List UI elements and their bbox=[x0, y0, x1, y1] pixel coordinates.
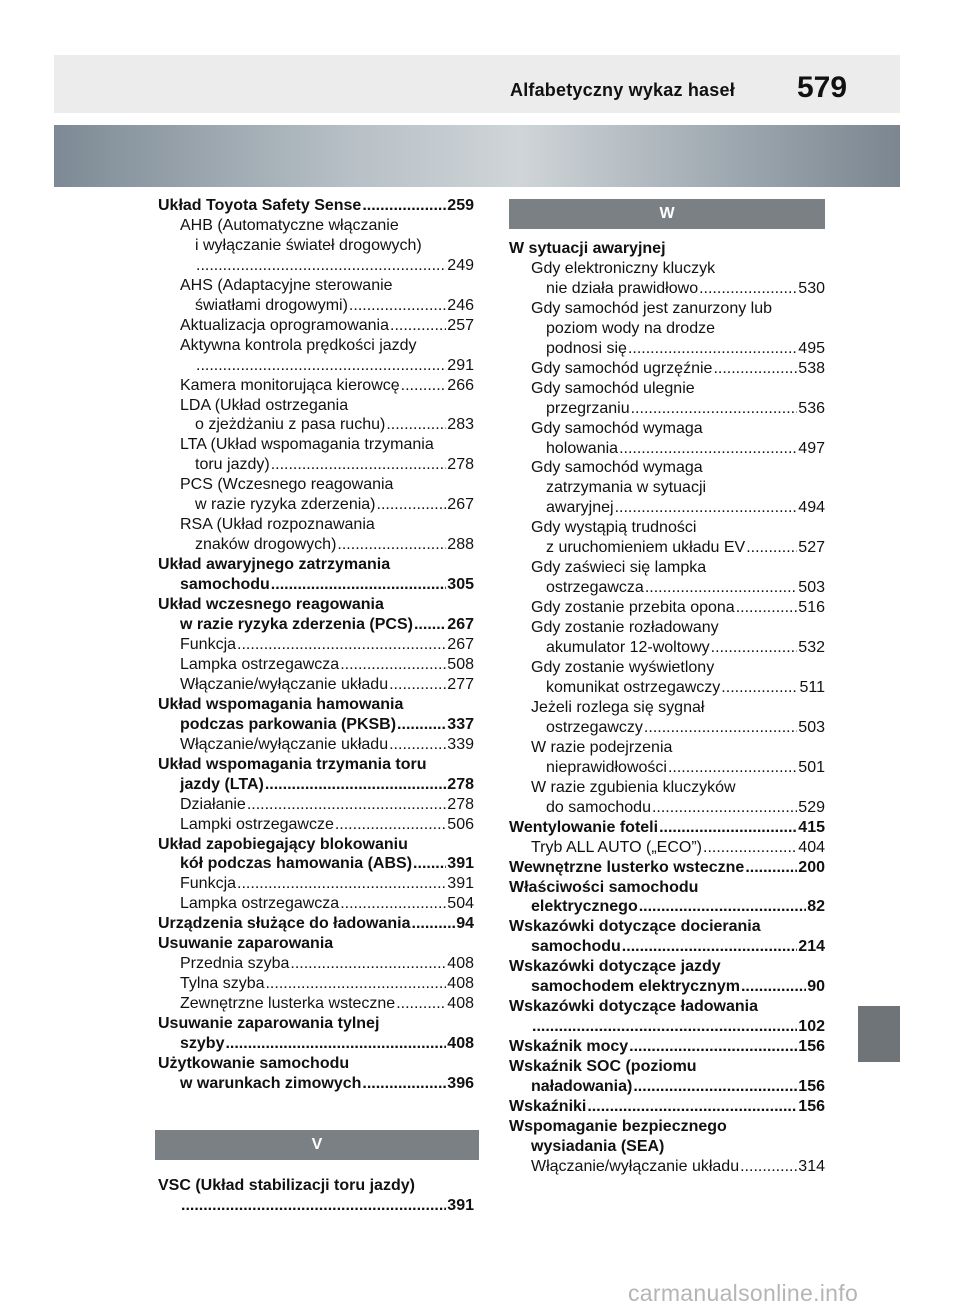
page-reference: 415 bbox=[798, 818, 825, 836]
index-subentry bbox=[158, 775, 474, 795]
dot-leader bbox=[587, 1097, 797, 1117]
index-subentry: PCS (Wczesnego reagowania bbox=[180, 476, 394, 494]
entry-label: Lampka ostrzegawcza bbox=[180, 655, 340, 673]
index-subentry bbox=[509, 339, 825, 359]
page-reference: 497 bbox=[798, 439, 825, 457]
index-subentry bbox=[158, 954, 474, 974]
index-entry bbox=[158, 914, 474, 934]
entry-label: Aktualizacja oprogramowania bbox=[180, 316, 389, 334]
index-subentry bbox=[509, 598, 825, 618]
section-letter-header: W bbox=[509, 199, 825, 229]
index-subentry bbox=[158, 495, 474, 515]
dot-leader bbox=[645, 578, 797, 598]
index-subentry: W razie zgubienia kluczyków bbox=[531, 778, 736, 796]
index-subentry: zatrzymania w sytuacji bbox=[546, 479, 707, 497]
index-subentry: i wyłączanie świateł drogowych) bbox=[195, 236, 422, 254]
page-reference: 278 bbox=[447, 775, 474, 793]
page-reference: 257 bbox=[447, 316, 474, 334]
index-subentry: Gdy elektroniczny kluczyk bbox=[531, 259, 716, 277]
entry-label: Układ Toyota Safety Sense bbox=[158, 197, 362, 214]
entry-label: Wentylowanie foteli bbox=[509, 818, 659, 836]
dot-leader bbox=[631, 399, 798, 419]
page-reference: 102 bbox=[798, 1018, 825, 1036]
dot-leader bbox=[532, 1017, 797, 1037]
page-reference: 278 bbox=[447, 795, 474, 813]
index-subentry bbox=[158, 635, 474, 655]
dot-leader bbox=[397, 715, 446, 735]
index-subentry bbox=[158, 854, 474, 874]
dot-leader bbox=[237, 874, 446, 894]
page-reference: 246 bbox=[447, 296, 474, 314]
index-subentry: Jeżeli rozlega się sygnał bbox=[531, 698, 705, 716]
index-entry: Układ wczesnego reagowania bbox=[158, 596, 384, 614]
index-subentry: Gdy wystąpią trudności bbox=[531, 519, 697, 537]
index-subentry bbox=[509, 1017, 825, 1037]
page-reference: 259 bbox=[447, 197, 474, 214]
index-subentry bbox=[509, 838, 825, 858]
index-subentry: Gdy zaświeci się lampka bbox=[531, 559, 707, 577]
index-subentry: AHS (Adaptacyjne sterowanie bbox=[180, 276, 393, 294]
dot-leader bbox=[225, 1034, 446, 1054]
entry-label: Wewnętrzne lusterko wsteczne bbox=[509, 858, 745, 876]
index-subentry bbox=[158, 455, 474, 475]
dot-leader bbox=[615, 498, 798, 518]
page-reference: 249 bbox=[447, 256, 474, 274]
decorative-banner bbox=[54, 125, 900, 187]
entry-label: ostrzegawcza bbox=[546, 579, 644, 597]
dot-leader bbox=[628, 339, 797, 359]
page-reference: 404 bbox=[798, 838, 825, 856]
dot-leader bbox=[633, 1077, 797, 1097]
entry-label: o zjeżdżaniu z pasa ruchu) bbox=[195, 416, 386, 434]
index-subentry bbox=[158, 735, 474, 755]
page-reference: 408 bbox=[447, 955, 474, 973]
page-reference: 506 bbox=[447, 815, 474, 833]
index-subentry bbox=[509, 399, 825, 419]
entry-label: podczas parkowania (PKSB) bbox=[180, 715, 397, 733]
index-subentry: RSA (Układ rozpoznawania bbox=[180, 516, 375, 534]
index-subentry: wysiadania (SEA) bbox=[531, 1137, 665, 1155]
index-subentry: Gdy zostanie wyświetlony bbox=[531, 659, 715, 677]
index-entry bbox=[509, 1097, 825, 1117]
dot-leader bbox=[362, 196, 446, 216]
entry-label: z uruchomieniem układu EV bbox=[546, 539, 746, 557]
page-reference: 291 bbox=[447, 356, 474, 374]
entry-label: samochodu bbox=[531, 938, 621, 956]
entry-label: znaków drogowych) bbox=[195, 536, 337, 554]
page-reference: 503 bbox=[798, 579, 825, 597]
index-subentry bbox=[509, 439, 825, 459]
entry-label: holowania bbox=[546, 439, 619, 457]
index-column-right bbox=[509, 196, 825, 1177]
index-subentry: LDA (Układ ostrzegania bbox=[180, 396, 349, 414]
entry-label: ostrzegawczy bbox=[546, 718, 643, 736]
index-subentry bbox=[509, 937, 825, 957]
entry-label: naładowania) bbox=[531, 1078, 633, 1096]
header-band bbox=[54, 55, 900, 113]
index-entry: Usuwanie zaparowania bbox=[158, 935, 334, 953]
index-subentry: AHB (Automatyczne włączanie bbox=[180, 216, 399, 234]
page-reference: 278 bbox=[447, 456, 474, 474]
page-reference: 503 bbox=[798, 718, 825, 736]
index-subentry bbox=[158, 296, 474, 316]
entry-label: Urządzenia służące do ładowania bbox=[158, 915, 411, 933]
entry-label: Wskaźnik mocy bbox=[509, 1038, 629, 1056]
entry-label: Gdy zostanie przebita opona bbox=[531, 599, 735, 617]
dot-leader bbox=[237, 635, 446, 655]
entry-label: Przednia szyba bbox=[180, 955, 290, 973]
dot-leader bbox=[265, 775, 446, 795]
index-subentry: Gdy samochód jest zanurzony lub bbox=[531, 299, 773, 317]
index-entry: Usuwanie zaparowania tylnej bbox=[158, 1015, 380, 1033]
dot-leader bbox=[713, 359, 797, 379]
index-subentry bbox=[509, 1077, 825, 1097]
index-subentry: Gdy zostanie rozładowany bbox=[531, 619, 719, 637]
index-subentry bbox=[509, 758, 825, 778]
page-reference: 391 bbox=[447, 875, 474, 893]
index-entry: Wskazówki dotyczące ładowania bbox=[509, 998, 758, 1016]
page-number: 579 bbox=[797, 71, 848, 104]
entry-label: w razie ryzyka zderzenia) bbox=[195, 496, 376, 514]
index-entry: W sytuacji awaryjnej bbox=[509, 240, 666, 257]
page-reference: 200 bbox=[798, 858, 825, 876]
index-subentry: poziom wody na drodze bbox=[546, 319, 715, 337]
index-entry: VSC (Układ stabilizacji toru jazdy) bbox=[158, 1176, 415, 1194]
index-entry: Wskaźnik SOC (poziomu bbox=[509, 1058, 697, 1076]
page-reference: 267 bbox=[447, 635, 474, 653]
entry-label: Tryb ALL AUTO („ECO”) bbox=[531, 838, 702, 856]
dot-leader bbox=[181, 1196, 446, 1216]
dot-leader bbox=[396, 994, 446, 1014]
page-reference: 277 bbox=[447, 675, 474, 693]
index-subentry bbox=[158, 675, 474, 695]
page-reference: 494 bbox=[798, 499, 825, 517]
entry-label: nieprawidłowości bbox=[546, 758, 667, 776]
page-reference: 283 bbox=[447, 416, 474, 434]
page-reference: 156 bbox=[798, 1078, 825, 1096]
entry-label: Funkcja bbox=[180, 875, 237, 893]
section-tab-marker bbox=[858, 1006, 900, 1062]
index-entry bbox=[509, 818, 825, 838]
index-subentry bbox=[158, 874, 474, 894]
dot-leader bbox=[390, 316, 446, 336]
index-entry bbox=[509, 1037, 825, 1057]
page-reference: 538 bbox=[798, 359, 825, 377]
index-subentry bbox=[509, 718, 825, 738]
index-subentry: W razie podejrzenia bbox=[531, 738, 673, 756]
index-subentry bbox=[509, 578, 825, 598]
index-column-left bbox=[158, 196, 474, 1216]
dot-leader bbox=[290, 954, 446, 974]
index-entry: Użytkowanie samochodu bbox=[158, 1054, 350, 1072]
page-reference: 408 bbox=[447, 1035, 474, 1053]
dot-leader bbox=[412, 914, 456, 934]
page-reference: 511 bbox=[799, 678, 825, 696]
page-reference: 288 bbox=[447, 536, 474, 554]
index-subentry: LTA (Układ wspomagania trzymania bbox=[180, 436, 434, 454]
entry-label: do samochodu bbox=[546, 798, 651, 816]
index-entry: Właściwości samochodu bbox=[509, 878, 699, 896]
entry-label: podnosi się bbox=[546, 339, 627, 357]
dot-leader bbox=[340, 655, 446, 675]
index-entry: Układ zapobiegający blokowaniu bbox=[158, 835, 408, 853]
dot-leader bbox=[196, 356, 446, 376]
entry-label: komunikat ostrzegawczy bbox=[546, 678, 721, 696]
dot-leader bbox=[401, 376, 447, 396]
index-subentry bbox=[158, 1074, 474, 1094]
dot-leader bbox=[644, 718, 797, 738]
entry-label: samochodem elektrycznym bbox=[531, 978, 740, 996]
index-subentry bbox=[158, 535, 474, 555]
entry-label: w warunkach zimowych bbox=[180, 1074, 362, 1092]
entry-label: Włączanie/wyłączanie układu bbox=[531, 1157, 740, 1175]
index-subentry bbox=[158, 974, 474, 994]
dot-leader bbox=[349, 296, 446, 316]
dot-leader bbox=[745, 858, 797, 878]
index-subentry bbox=[509, 977, 825, 997]
entry-label: Lampka ostrzegawcza bbox=[180, 895, 340, 913]
index-subentry bbox=[509, 498, 825, 518]
dot-leader bbox=[699, 279, 797, 299]
page-reference: 156 bbox=[798, 1097, 825, 1115]
dot-leader bbox=[196, 256, 446, 276]
page-reference: 495 bbox=[798, 339, 825, 357]
dot-leader bbox=[652, 798, 797, 818]
dot-leader bbox=[703, 838, 797, 858]
entry-label: szyby bbox=[180, 1035, 225, 1053]
entry-label: Tylna szyba bbox=[180, 975, 265, 993]
index-subentry bbox=[509, 798, 825, 818]
dot-leader bbox=[271, 455, 447, 475]
page-reference: 156 bbox=[798, 1038, 825, 1056]
page-reference: 305 bbox=[447, 576, 474, 594]
entry-label: awaryjnej bbox=[546, 499, 614, 517]
index-subentry bbox=[158, 376, 474, 396]
page-reference: 314 bbox=[798, 1157, 825, 1175]
dot-leader bbox=[619, 439, 797, 459]
dot-leader bbox=[414, 615, 446, 635]
index-entry: Układ wspomagania hamowania bbox=[158, 695, 404, 713]
page-reference: 536 bbox=[798, 399, 825, 417]
page-reference: 90 bbox=[807, 978, 825, 996]
index-subentry bbox=[158, 316, 474, 336]
entry-label: przegrzaniu bbox=[546, 399, 630, 417]
index-subentry bbox=[158, 415, 474, 435]
index-entry: Układ awaryjnego zatrzymania bbox=[158, 556, 391, 574]
index-subentry: Gdy samochód ulegnie bbox=[531, 379, 695, 397]
index-subentry bbox=[509, 638, 825, 658]
index-subentry bbox=[158, 256, 474, 276]
index-subentry bbox=[158, 795, 474, 815]
page-reference: 337 bbox=[447, 715, 474, 733]
entry-label: samochodu bbox=[180, 576, 270, 594]
page-reference: 527 bbox=[798, 539, 825, 557]
page-reference: 508 bbox=[447, 655, 474, 673]
index-entry: Wskazówki dotyczące docierania bbox=[509, 918, 761, 936]
section-letter-header: V bbox=[155, 1130, 479, 1160]
index-subentry bbox=[158, 655, 474, 675]
page-reference: 504 bbox=[447, 895, 474, 913]
index-subentry bbox=[509, 279, 825, 299]
page-title: Alfabetyczny wykaz haseł bbox=[510, 80, 735, 100]
page-reference: 530 bbox=[798, 279, 825, 297]
dot-leader bbox=[247, 795, 446, 815]
entry-label: elektrycznego bbox=[531, 898, 638, 916]
dot-leader bbox=[362, 1074, 446, 1094]
dot-leader bbox=[741, 977, 806, 997]
entry-label: Włączanie/wyłączanie układu bbox=[180, 675, 389, 693]
dot-leader bbox=[335, 815, 446, 835]
dot-leader bbox=[389, 735, 446, 755]
entry-label: światłami drogowymi) bbox=[195, 296, 348, 314]
index-subentry bbox=[158, 894, 474, 914]
entry-label: Włączanie/wyłączanie układu bbox=[180, 735, 389, 753]
page-reference: 267 bbox=[447, 616, 474, 634]
index-subentry bbox=[158, 994, 474, 1014]
dot-leader bbox=[265, 974, 446, 994]
dot-leader bbox=[340, 894, 446, 914]
page-reference: 82 bbox=[807, 898, 825, 916]
index-subentry bbox=[509, 359, 825, 379]
entry-label: Lampki ostrzegawcze bbox=[180, 815, 334, 833]
dot-leader bbox=[721, 678, 798, 698]
entry-label: Funkcja bbox=[180, 635, 237, 653]
page-reference: 267 bbox=[447, 496, 474, 514]
index-entry: Wskazówki dotyczące jazdy bbox=[509, 958, 721, 976]
entry-label: nie działa prawidłowo bbox=[546, 279, 699, 297]
entry-label: Wskaźniki bbox=[509, 1097, 587, 1115]
dot-leader bbox=[337, 535, 446, 555]
page-reference: 214 bbox=[798, 938, 825, 956]
entry-label: Kamera monitorująca kierowcę bbox=[180, 376, 400, 394]
dot-leader bbox=[736, 598, 798, 618]
index-subentry bbox=[158, 815, 474, 835]
dot-leader bbox=[386, 415, 446, 435]
page-reference: 339 bbox=[447, 735, 474, 753]
dot-leader bbox=[389, 675, 446, 695]
entry-label: Gdy samochód ugrzęźnie bbox=[531, 359, 713, 377]
index-subentry bbox=[509, 538, 825, 558]
dot-leader bbox=[271, 575, 447, 595]
entry-label: akumulator 12-woltowy bbox=[546, 639, 710, 657]
dot-leader bbox=[629, 1037, 797, 1057]
index-subentry bbox=[509, 897, 825, 917]
page-reference: 396 bbox=[447, 1074, 474, 1092]
index-entry: Układ wspomagania trzymania toru bbox=[158, 755, 427, 773]
index-subentry bbox=[158, 356, 474, 376]
index-subentry bbox=[158, 715, 474, 735]
page-reference: 408 bbox=[447, 995, 474, 1013]
entry-label: Działanie bbox=[180, 795, 246, 813]
index-subentry bbox=[158, 615, 474, 635]
page-reference: 516 bbox=[798, 599, 825, 617]
entry-label: kół podczas hamowania (ABS) bbox=[180, 855, 413, 873]
dot-leader bbox=[639, 897, 806, 917]
page-reference: 391 bbox=[447, 855, 474, 873]
index-entry: Wspomaganie bezpiecznego bbox=[509, 1117, 727, 1135]
page-reference: 532 bbox=[798, 639, 825, 657]
dot-leader bbox=[377, 495, 447, 515]
page-reference: 501 bbox=[798, 758, 825, 776]
index-subentry bbox=[509, 678, 825, 698]
index-subentry bbox=[509, 1157, 825, 1177]
page-reference: 391 bbox=[447, 1196, 474, 1214]
index-entry bbox=[509, 858, 825, 878]
index-subentry: Gdy samochód wymaga bbox=[531, 419, 703, 437]
index-subentry bbox=[158, 1196, 474, 1216]
dot-leader bbox=[746, 538, 797, 558]
dot-leader bbox=[413, 854, 446, 874]
dot-leader bbox=[711, 638, 798, 658]
entry-label: toru jazdy) bbox=[195, 456, 270, 474]
watermark-text: carmanualsonline.info bbox=[628, 1280, 859, 1306]
page-reference: 408 bbox=[447, 975, 474, 993]
dot-leader bbox=[668, 758, 797, 778]
page-reference: 266 bbox=[447, 376, 474, 394]
page-reference: 529 bbox=[798, 798, 825, 816]
entry-label: Zewnętrzne lusterka wsteczne bbox=[180, 995, 396, 1013]
dot-leader bbox=[659, 818, 797, 838]
entry-label: jazdy (LTA) bbox=[180, 775, 264, 793]
page-reference: 94 bbox=[456, 915, 474, 933]
index-subentry: Gdy samochód wymaga bbox=[531, 459, 703, 477]
index-entry bbox=[158, 196, 474, 216]
dot-leader bbox=[740, 1157, 797, 1177]
index-subentry: Aktywna kontrola prędkości jazdy bbox=[180, 336, 417, 354]
index-subentry bbox=[158, 1034, 474, 1054]
dot-leader bbox=[622, 937, 798, 957]
entry-label: w razie ryzyka zderzenia (PCS) bbox=[180, 616, 413, 634]
index-subentry bbox=[158, 575, 474, 595]
